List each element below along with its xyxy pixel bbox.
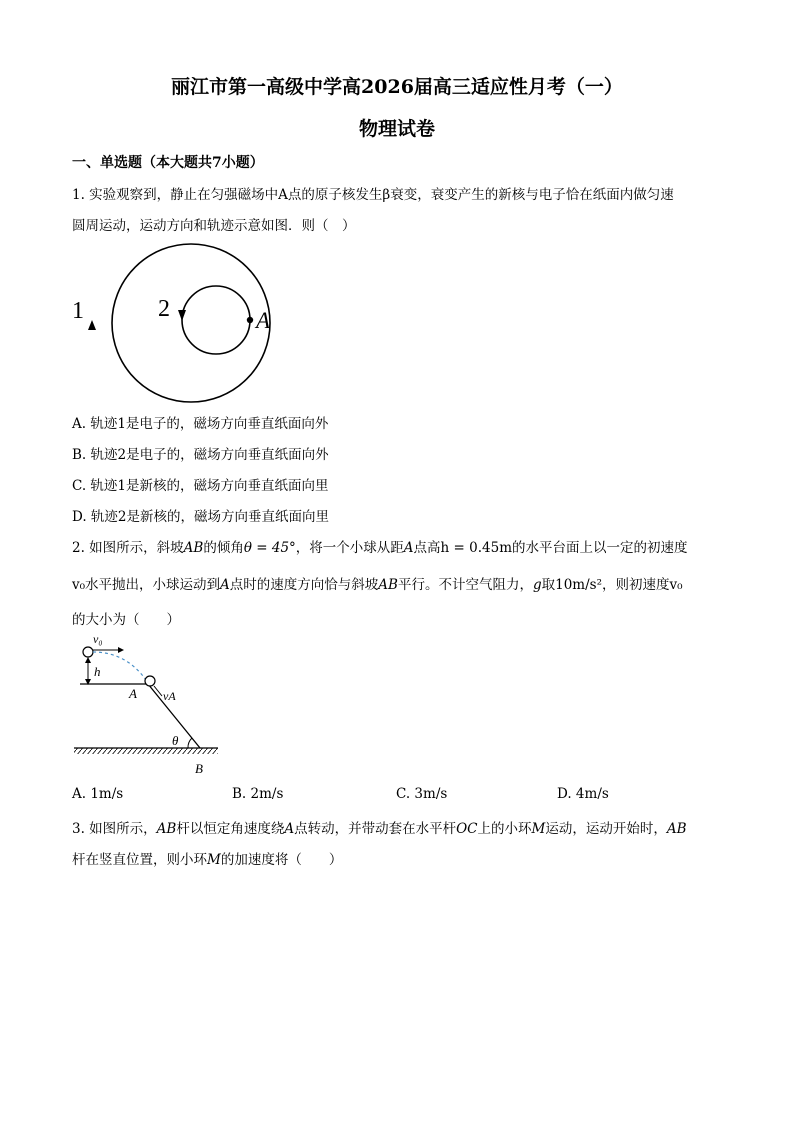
ball-at-a bbox=[145, 676, 155, 686]
track-1-circle bbox=[112, 244, 270, 402]
track-2-arrow-icon bbox=[178, 310, 186, 321]
point-a-dot bbox=[247, 317, 253, 323]
question-2-option-a[interactable]: A. 1m/s bbox=[72, 786, 124, 802]
question-2-figure bbox=[66, 630, 226, 780]
question-2-line-1: 2. 如图所示，斜坡AB的倾角θ = 45°，将一个小球从距A点高h = 0.45m的水平台面上以一定的初速度 bbox=[72, 540, 688, 556]
question-2-line-2: v₀水平抛出，小球运动到A点时的速度方向恰与斜坡AB平行。不计空气阻力，g取10m/s²，则初速度v₀ bbox=[72, 577, 683, 593]
page-subtitle: 物理试卷 bbox=[358, 118, 435, 140]
label-va: vA bbox=[163, 689, 176, 703]
h-arrow-up-icon bbox=[85, 657, 91, 663]
label-track-1: 1 bbox=[72, 298, 84, 324]
label-b: B bbox=[195, 761, 203, 776]
trajectory-curve bbox=[93, 652, 146, 680]
question-1-option-a[interactable]: A. 轨迹1是电子的，磁场方向垂直纸面向外 bbox=[72, 416, 329, 432]
label-track-2: 2 bbox=[158, 296, 170, 322]
start-ball bbox=[83, 647, 93, 657]
question-1-option-d[interactable]: D. 轨迹2是新核的，磁场方向垂直纸面向里 bbox=[72, 509, 330, 525]
question-2-option-b[interactable]: B. 2m/s bbox=[232, 786, 284, 802]
question-2-line-3: 的大小为（ ） bbox=[72, 612, 180, 628]
page-title: 丽江市第一高级中学高2026届高三适应性月考（一） bbox=[171, 76, 623, 98]
label-point-a: A bbox=[256, 308, 271, 333]
angle-arc bbox=[188, 738, 192, 748]
ground-hatch bbox=[74, 748, 218, 754]
track-2-circle bbox=[182, 286, 250, 354]
label-a: A bbox=[129, 686, 137, 701]
track-1-arrow-icon bbox=[88, 320, 96, 330]
question-1-option-c[interactable]: C. 轨迹1是新核的，磁场方向垂直纸面向里 bbox=[72, 478, 329, 494]
v0-arrow-icon bbox=[118, 647, 124, 653]
question-2-option-d[interactable]: D. 4m/s bbox=[557, 786, 609, 802]
question-3-line-1: 3. 如图所示，AB杆以恒定角速度绕A点转动，并带动套在水平杆OC上的小环M运动，运动开始时，AB bbox=[72, 821, 687, 837]
question-3-line-2: 杆在竖直位置，则小环M的加速度将（ ） bbox=[72, 852, 343, 868]
question-1-line-2: 圆周运动，运动方向和轨迹示意如图．则（ ） bbox=[72, 218, 356, 234]
question-1-figure bbox=[60, 240, 300, 405]
question-1-line-1: 1. 实验观察到，静止在匀强磁场中A点的原子核发生β衰变，衰变产生的新核与电子恰在纸面内做匀速 bbox=[72, 187, 674, 203]
label-h: h bbox=[94, 664, 101, 679]
section-heading: 一、单选题（本大题共7小题） bbox=[72, 155, 264, 171]
question-2-option-c[interactable]: C. 3m/s bbox=[396, 786, 448, 802]
question-1-option-b[interactable]: B. 轨迹2是电子的，磁场方向垂直纸面向外 bbox=[72, 447, 329, 463]
label-theta: θ bbox=[172, 733, 179, 748]
label-v0: v₀ bbox=[93, 632, 103, 646]
